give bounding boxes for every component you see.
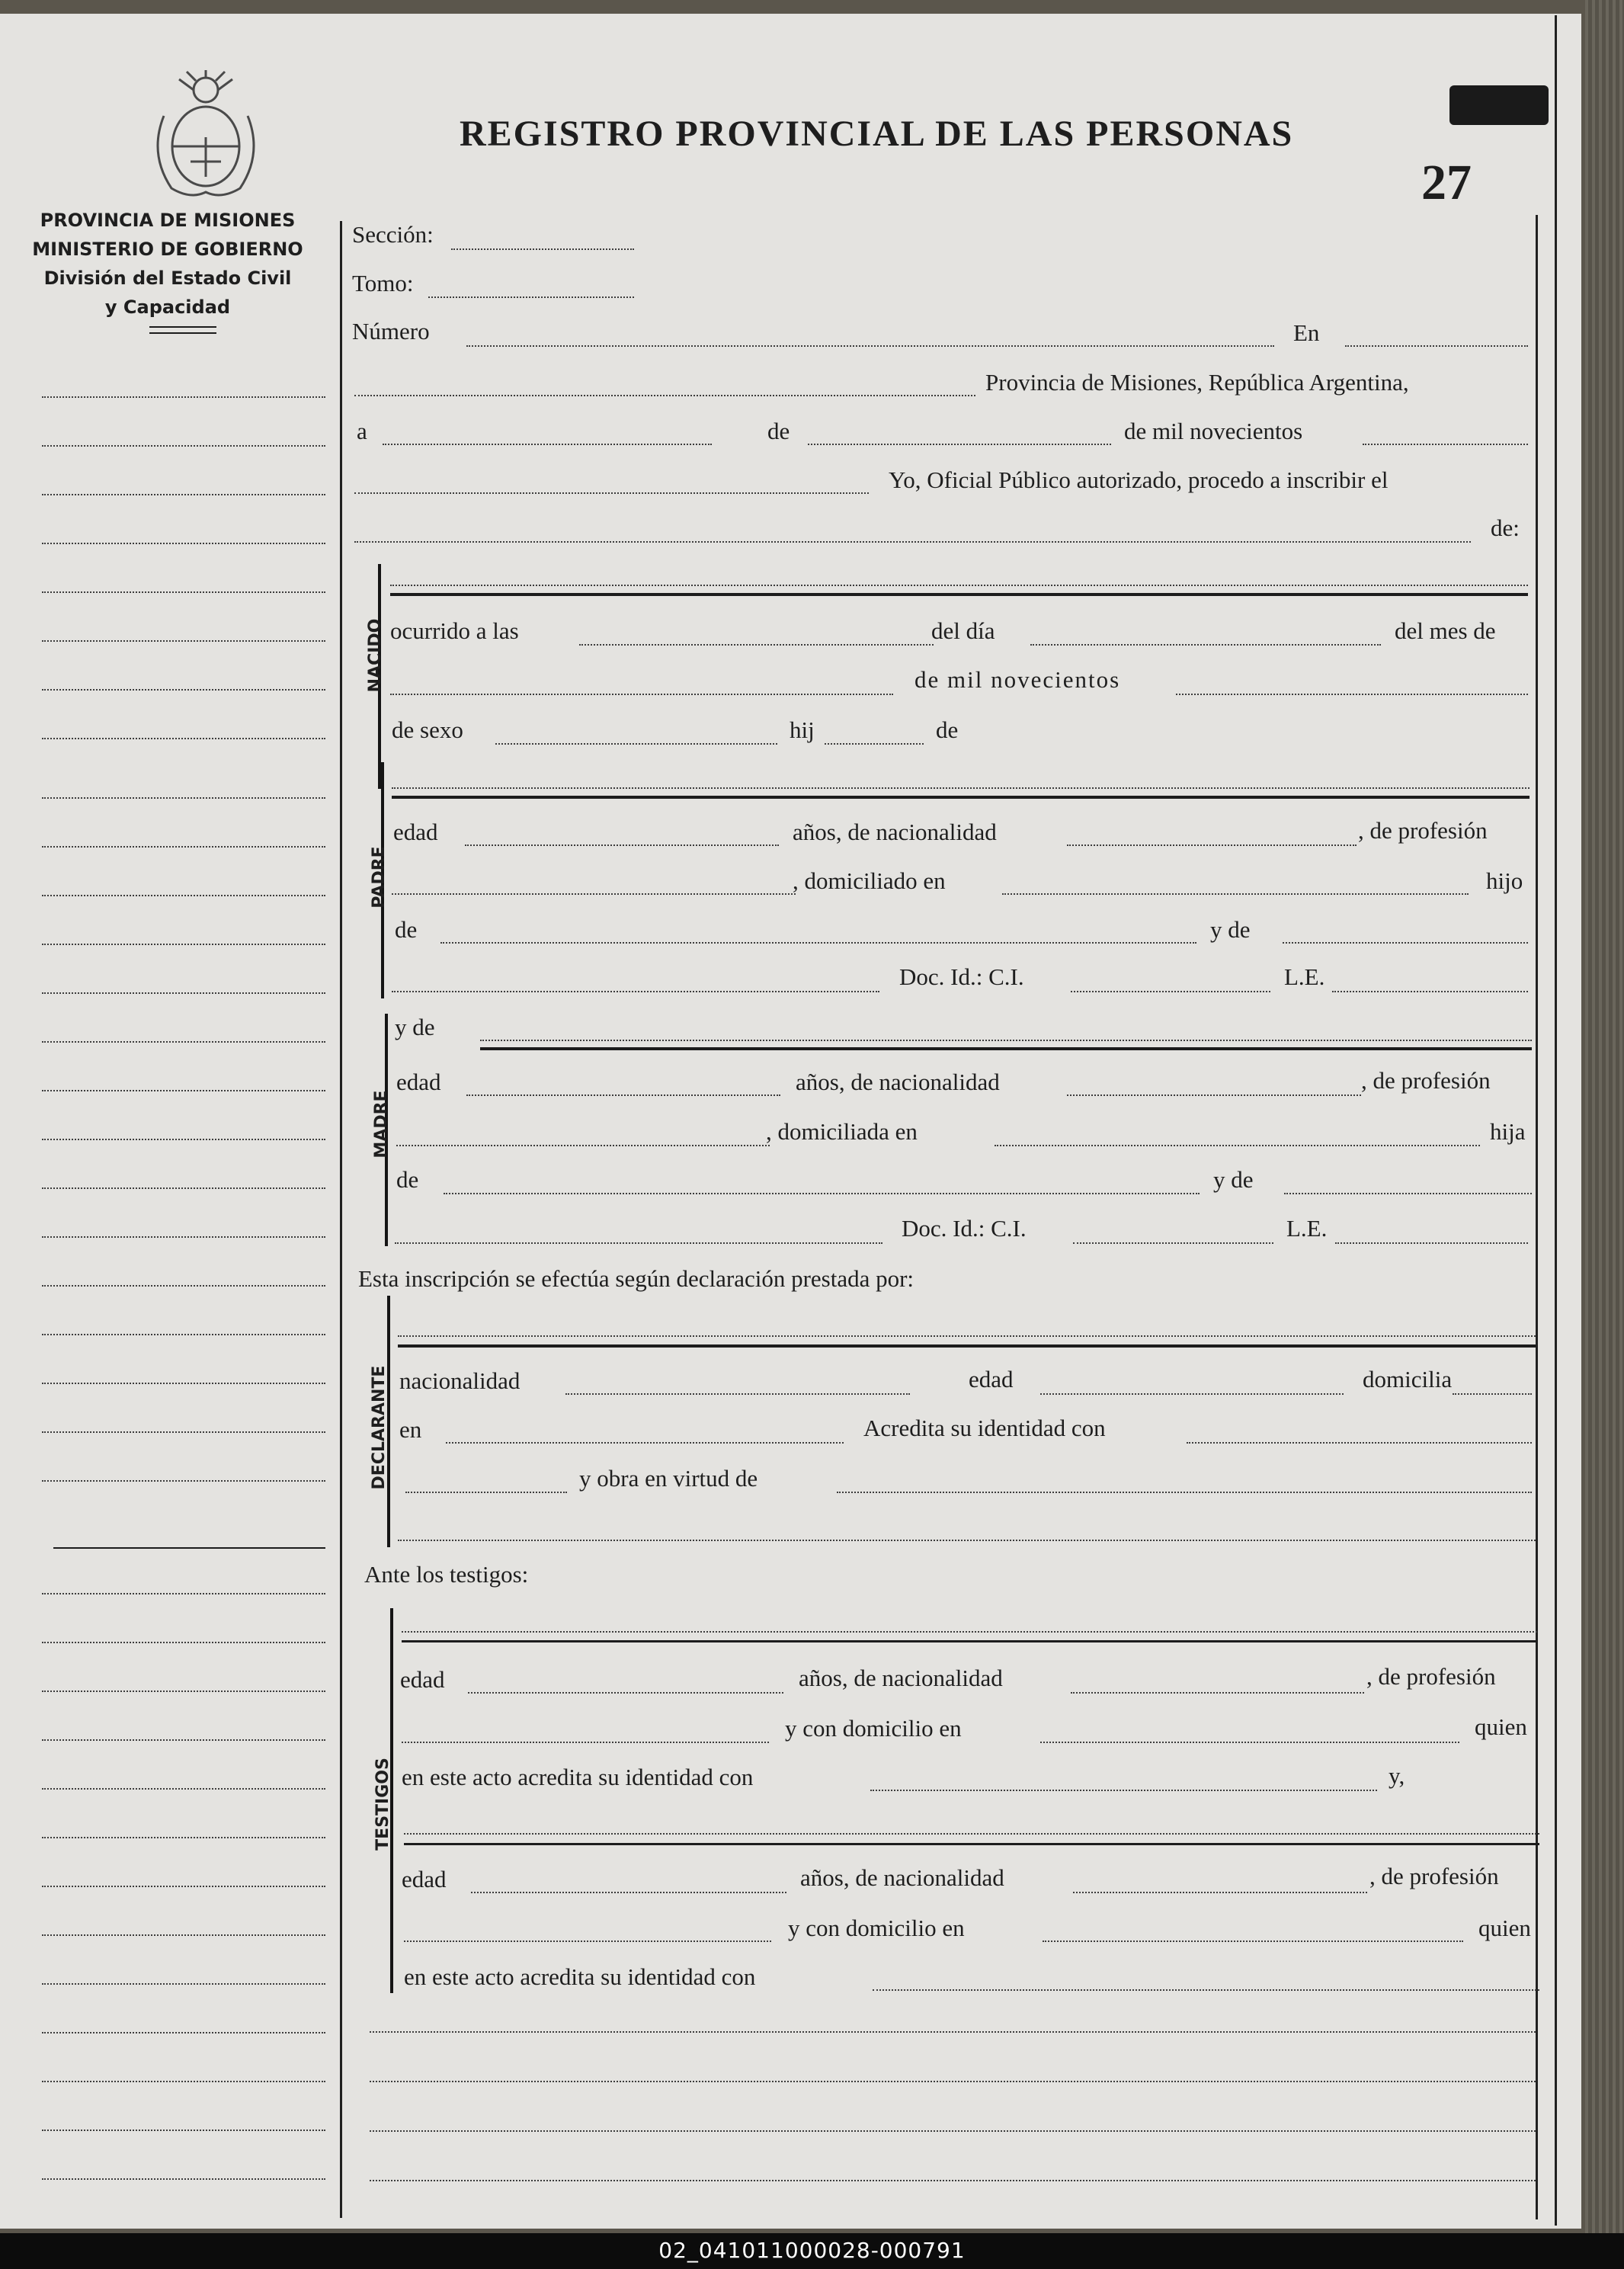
madre-nacionalidad-field[interactable]	[1067, 1094, 1361, 1096]
madre-le-label: L.E.	[1286, 1215, 1328, 1242]
image-code-label: 02_041011000028-000791	[658, 2238, 966, 2263]
declaration-statement: Esta inscripción se efectúa según declaración prestada por:	[358, 1265, 915, 1292]
madre-domicilio-label: , domiciliada en	[766, 1118, 918, 1145]
authority-line: MINISTERIO DE GOBIERNO	[32, 239, 303, 260]
testigo2-acredita-label: en este acto acredita su identidad con	[404, 1963, 756, 1990]
padre-de-label: de	[395, 916, 418, 943]
date-a-label: a	[357, 418, 367, 444]
madre-name-field[interactable]	[480, 1040, 1532, 1041]
padre-extra-field[interactable]	[392, 991, 879, 992]
section-rule	[402, 1640, 1537, 1642]
testigo1-identidad-field[interactable]	[870, 1790, 1377, 1791]
padre-profesion-field[interactable]	[392, 893, 796, 895]
padre-le-label: L.E.	[1284, 963, 1325, 990]
testigo1-acredita-label: en este acto acredita su identidad con	[402, 1764, 754, 1790]
madre-parent2-field[interactable]	[1284, 1193, 1532, 1194]
margin-line	[42, 1983, 325, 1985]
dia-field[interactable]	[1030, 644, 1381, 646]
madre-edad-field[interactable]	[466, 1094, 780, 1096]
testigo1-quien-label: quien	[1475, 1713, 1527, 1740]
hij-label: hij	[790, 716, 815, 743]
nacido-side-label: NACIDO	[366, 618, 385, 693]
madre-parent1-field[interactable]	[444, 1193, 1200, 1194]
testigo1-edad-label: edad	[400, 1666, 445, 1693]
testigo2-edad-label: edad	[402, 1866, 447, 1892]
margin-line	[42, 1334, 325, 1335]
madre-hija-label: hija	[1490, 1118, 1526, 1145]
testigo2-edad-field[interactable]	[471, 1892, 786, 1893]
de-colon-label: de:	[1491, 514, 1520, 541]
margin-line	[42, 1431, 325, 1433]
padre-name-field[interactable]	[392, 787, 1530, 789]
inscription-field[interactable]	[354, 492, 869, 494]
madre-ci-field[interactable]	[1073, 1242, 1273, 1244]
margin-line	[42, 591, 325, 593]
authority-underline	[149, 326, 216, 328]
padre-hijo-label: hijo	[1486, 867, 1523, 894]
declarante-side-label: DECLARANTE	[370, 1365, 389, 1490]
testigo1-domicilio-field[interactable]	[1040, 1742, 1459, 1743]
section-rule	[392, 796, 1530, 799]
margin-line	[42, 2081, 325, 2082]
mes-field[interactable]	[390, 694, 893, 695]
testigo2-domicilio-field[interactable]	[1043, 1941, 1463, 1942]
madre-profesion-label: , de profesión	[1361, 1067, 1491, 1094]
padre-edad-field[interactable]	[465, 844, 779, 846]
inscription-type-field[interactable]	[354, 541, 1471, 543]
tomo-label: Tomo:	[352, 270, 414, 296]
margin-line	[42, 1041, 325, 1043]
testigo2-identidad-field[interactable]	[873, 1989, 1539, 1991]
testigos-heading: Ante los testigos:	[364, 1561, 529, 1588]
anio-field[interactable]	[1176, 694, 1528, 695]
en-label: En	[1293, 319, 1320, 346]
testigo1-nacionalidad-label: años, de nacionalidad	[799, 1665, 1003, 1691]
margin-line	[42, 1788, 325, 1790]
margin-line	[42, 1886, 325, 1887]
testigo2-profesion-field[interactable]	[404, 1941, 771, 1942]
declarante-nacionalidad-field[interactable]	[565, 1393, 910, 1395]
declarante-domicilia-label: domicilia	[1363, 1366, 1453, 1392]
declarante-acredita-label: Acredita su identidad con	[863, 1415, 1106, 1441]
declarante-identidad-field[interactable]	[1187, 1442, 1532, 1444]
declarante-name-field[interactable]	[398, 1335, 1536, 1337]
numero-field[interactable]	[466, 345, 1274, 347]
madre-y-de2-label: y de	[1213, 1166, 1254, 1193]
document-title: REGISTRO PROVINCIAL DE LAS PERSONAS	[460, 114, 1294, 154]
declarante-obra-label: y obra en virtud de	[579, 1465, 758, 1492]
declarante-edad-label: edad	[969, 1366, 1014, 1392]
margin-line	[42, 396, 325, 398]
left-border-line	[340, 221, 342, 2218]
margin-line	[42, 1642, 325, 1643]
padre-y-de-label: y de	[1210, 916, 1251, 943]
margin-line	[42, 1090, 325, 1091]
testigo1-y-label: y,	[1389, 1762, 1405, 1789]
padre-nacionalidad-label: años, de nacionalidad	[793, 819, 997, 845]
nacido-name-field[interactable]	[390, 585, 1528, 586]
authority-line: PROVINCIA DE MISIONES	[40, 210, 296, 231]
section-rule	[390, 593, 1528, 596]
padre-domicilio-field[interactable]	[1002, 893, 1469, 895]
margin-line	[42, 2032, 325, 2033]
madre-extra-field[interactable]	[395, 1242, 882, 1244]
sexo-field[interactable]	[495, 743, 777, 745]
testigo2-domicilio-label: y con domicilio en	[788, 1915, 965, 1941]
margin-line	[42, 1480, 325, 1482]
padre-side-label: PADRE	[370, 846, 389, 909]
margin-line	[42, 1837, 325, 1838]
padre-doc-label: Doc. Id.: C.I.	[899, 963, 1024, 990]
declarante-relacion-field[interactable]	[405, 1492, 567, 1493]
margin-line	[42, 1236, 325, 1238]
padre-nacionalidad-field[interactable]	[1067, 844, 1357, 846]
observation-line[interactable]	[370, 2130, 1536, 2132]
madre-edad-label: edad	[396, 1069, 441, 1095]
testigo1-nacionalidad-field[interactable]	[1071, 1692, 1364, 1694]
margin-line	[42, 738, 325, 739]
madre-profesion-field[interactable]	[396, 1145, 770, 1146]
testigo1-profesion-field[interactable]	[402, 1742, 769, 1743]
observation-line[interactable]	[370, 2180, 1536, 2181]
seccion-field[interactable]	[451, 248, 634, 250]
margin-line	[42, 2130, 325, 2131]
en-field[interactable]	[1345, 345, 1528, 347]
madre-nacionalidad-label: años, de nacionalidad	[796, 1069, 1000, 1095]
margin-line	[42, 1593, 325, 1594]
margin-line	[42, 445, 325, 447]
margin-solid-line	[53, 1547, 325, 1549]
hora-field[interactable]	[579, 644, 934, 646]
padre-profesion-label: , de profesión	[1358, 817, 1488, 844]
coat-of-arms-icon	[149, 70, 263, 204]
padre-le-field[interactable]	[1332, 991, 1528, 992]
testigos-side-label: TESTIGOS	[373, 1758, 392, 1851]
testigo1-edad-field[interactable]	[468, 1692, 783, 1694]
declarante-domicilia-field[interactable]	[1453, 1393, 1532, 1395]
testigo1-domicilio-label: y con domicilio en	[785, 1715, 962, 1742]
margin-line	[42, 1285, 325, 1287]
book-binding	[1585, 0, 1624, 2233]
ocurrido-label: ocurrido a las	[390, 617, 519, 644]
margin-line	[42, 846, 325, 848]
margin-line	[42, 1187, 325, 1189]
testigo1-name-field[interactable]	[402, 1631, 1537, 1633]
madre-le-field[interactable]	[1335, 1242, 1528, 1244]
observation-line[interactable]	[370, 2031, 1536, 2033]
right-border-line	[1536, 215, 1538, 2219]
declarante-extra-field[interactable]	[398, 1540, 1536, 1541]
declarante-nacionalidad-label: nacionalidad	[399, 1367, 521, 1394]
testigo2-nacionalidad-field[interactable]	[1073, 1892, 1367, 1893]
hij-field[interactable]	[825, 743, 924, 745]
margin-line	[42, 1383, 325, 1384]
page-edge-line	[1555, 15, 1557, 2226]
margin-line	[42, 944, 325, 945]
del-dia-label: del día	[931, 617, 995, 644]
section-rule	[480, 1047, 1532, 1050]
folio-number: 27	[1421, 155, 1472, 210]
margin-line	[42, 992, 325, 994]
del-mes-label: del mes de	[1395, 617, 1496, 644]
authority-line: y Capacidad	[104, 296, 231, 318]
declarante-domicilio-field[interactable]	[446, 1442, 844, 1444]
authority-block	[30, 206, 305, 322]
margin-line	[42, 1739, 325, 1741]
numero-label: Número	[352, 318, 430, 345]
provincia-label: Provincia de Misiones, República Argentina,	[985, 369, 1409, 396]
padre-edad-label: edad	[393, 819, 438, 845]
date-year-field[interactable]	[1363, 444, 1528, 445]
declarante-edad-field[interactable]	[1040, 1393, 1344, 1395]
section-rule	[404, 1843, 1539, 1845]
madre-domicilio-field[interactable]	[995, 1145, 1480, 1146]
testigo1-profesion-label: , de profesión	[1366, 1663, 1496, 1690]
madre-de-label: de	[396, 1166, 419, 1193]
margin-line	[42, 895, 325, 896]
padre-ci-field[interactable]	[1071, 991, 1270, 992]
margin-line	[42, 543, 325, 544]
madre-doc-label: Doc. Id.: C.I.	[902, 1215, 1027, 1242]
margin-line	[42, 1139, 325, 1140]
section-rule	[398, 1344, 1536, 1348]
seccion-label: Sección:	[352, 221, 434, 248]
ink-stamp	[1449, 85, 1549, 125]
oficial-statement: Yo, Oficial Público autorizado, procedo a inscribir el	[889, 466, 1389, 493]
padre-parent2-field[interactable]	[1283, 942, 1528, 944]
margin-line	[42, 2178, 325, 2180]
hij-de-label: de	[936, 716, 959, 743]
mil-novecientos-label: de mil novecientos	[915, 666, 1121, 693]
declarante-virtud-field[interactable]	[837, 1492, 1532, 1493]
authority-underline	[149, 332, 216, 334]
margin-line	[42, 1934, 325, 1936]
margin-line	[42, 494, 325, 495]
margin-line	[42, 797, 325, 799]
margin-line	[42, 640, 325, 642]
madre-side-label: MADRE	[372, 1090, 391, 1159]
date-day-field[interactable]	[383, 444, 712, 445]
sexo-label: de sexo	[392, 716, 463, 743]
padre-parent1-field[interactable]	[440, 942, 1196, 944]
testigo2-nacionalidad-label: años, de nacionalidad	[800, 1864, 1004, 1891]
date-de-label: de	[767, 418, 790, 444]
padre-domicilio-label: , domiciliado en	[793, 867, 946, 894]
location-field[interactable]	[354, 395, 975, 396]
testigo2-name-field[interactable]	[404, 1833, 1539, 1835]
observation-line[interactable]	[370, 2081, 1536, 2082]
margin-line	[42, 689, 325, 691]
declarante-en-label: en	[399, 1416, 422, 1443]
tomo-field[interactable]	[428, 296, 634, 298]
authority-line: División del Estado Civil	[43, 268, 292, 289]
margin-line	[42, 1691, 325, 1692]
date-month-field[interactable]	[808, 444, 1111, 445]
testigo2-profesion-label: , de profesión	[1369, 1863, 1499, 1889]
madre-y-de-label: y de	[395, 1014, 435, 1040]
testigo2-quien-label: quien	[1478, 1915, 1531, 1941]
date-year-label: de mil novecientos	[1124, 418, 1303, 444]
